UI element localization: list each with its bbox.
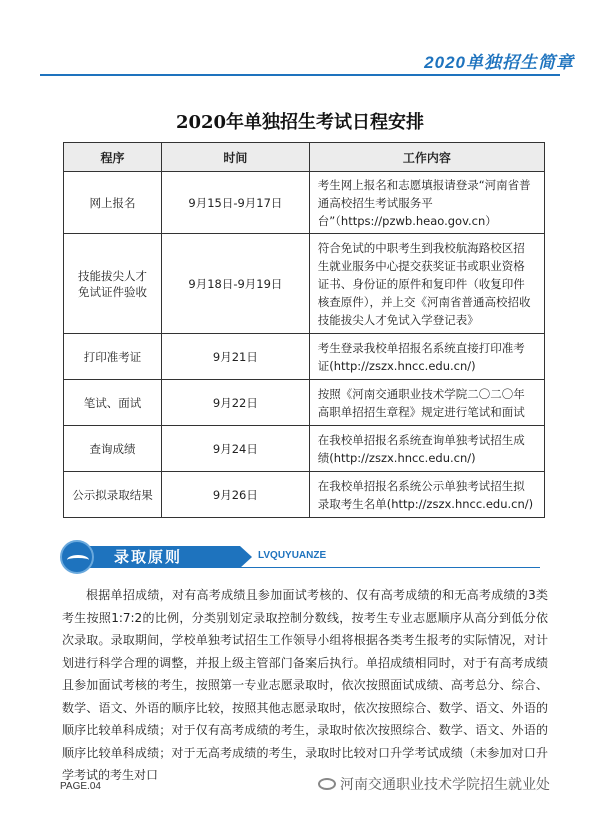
row-step: 网上报名 bbox=[64, 172, 162, 234]
section-header bbox=[60, 540, 540, 574]
row-content: 符合免试的中职考生到我校航海路校区招生就业服务中心提交获奖证书或职业资格证书、身份证的原件和复印件（收复印件核查原件），并上交《河南省普通高校招收技能拔尖人才免试入学登记表》 bbox=[309, 234, 544, 334]
admission-principles-text: 根据单招成绩，对有高考成绩且参加面试考核的、仅有高考成绩的和无高考成绩的3类考生按照1:7:2的比例，分类别划定录取控制分数线，按考生专业志愿顺序从高分到低分依次录取。录取期间，学校单独考试招生工作领导小组将根据各类考生报考的实际情况，对计划进行科学合理的调整，并报上级主管部门备案后执行。单招成绩相同时，对于有高考成绩且参加面试考核的考生，按照第一专业志愿录取时，依次按照面试成绩、高考总分、综合、数学、语文、外语的顺序比较，按照其他志愿录取时，依次按照综合、数学、语文、外语的顺序比较单科成绩；对于仅有高考成绩的考生，录取时依次按照综合、数学、语文、外语的顺序比较单科成绩；对于无高考成绩的考生，录取时比较对口升学考试成绩（未参加对口升学考试的考生对口 bbox=[62, 588, 548, 782]
wechat-icon bbox=[318, 778, 336, 790]
row-step: 打印准考证 bbox=[64, 334, 162, 380]
table-row bbox=[64, 472, 545, 518]
row-step: 公示拟录取结果 bbox=[64, 472, 162, 518]
row-time: 9月18日-9月19日 bbox=[162, 234, 310, 334]
table-row bbox=[64, 234, 545, 334]
row-content: 在我校单招报名系统查询单独考试招生成绩(http://zszx.hncc.edu.cn/) bbox=[309, 426, 544, 472]
header-step: 程序 bbox=[64, 143, 162, 172]
table-row bbox=[64, 380, 545, 426]
row-time: 9月22日 bbox=[162, 380, 310, 426]
table-row bbox=[64, 172, 545, 234]
page-number: PAGE.04 bbox=[60, 781, 101, 792]
row-step: 技能拔尖人才免试证件验收 bbox=[64, 234, 162, 334]
row-content: 在我校单招报名系统公示单独考试招生拟录取考生名单(http://zszx.hncc.edu.cn/) bbox=[309, 472, 544, 518]
row-time: 9月21日 bbox=[162, 334, 310, 380]
watermark-text: 河南交通职业技术学院招生就业处 bbox=[340, 777, 550, 793]
header-divider bbox=[40, 74, 560, 76]
header-time: 时间 bbox=[162, 143, 310, 172]
header-content: 工作内容 bbox=[309, 143, 544, 172]
row-content: 考生登录我校单招报名系统直接打印准考证(http://zszx.hncc.edu.cn/) bbox=[309, 334, 544, 380]
table-row bbox=[64, 334, 545, 380]
row-content: 按照《河南交通职业技术学院二〇二〇年高职单招招生章程》规定进行笔试和面试 bbox=[309, 380, 544, 426]
brochure-brand-title: 2020单独招生简章 bbox=[424, 53, 574, 72]
section-title: 录取原则 bbox=[90, 546, 240, 568]
row-time: 9月15日-9月17日 bbox=[162, 172, 310, 234]
school-emblem-icon bbox=[60, 540, 94, 574]
row-time: 9月24日 bbox=[162, 426, 310, 472]
row-time: 9月26日 bbox=[162, 472, 310, 518]
page-title: 2020年单独招生考试日程安排 bbox=[175, 112, 425, 133]
schedule-table bbox=[63, 142, 545, 518]
row-step: 笔试、面试 bbox=[64, 380, 162, 426]
row-step: 查询成绩 bbox=[64, 426, 162, 472]
table-row bbox=[64, 426, 545, 472]
section-subtitle: LVQUYUANZE bbox=[258, 550, 327, 561]
table-header-row bbox=[64, 143, 545, 172]
row-content: 考生网上报名和志愿填报请登录“河南省普通高校招生考试服务平台”（https://pzwb.heao.gov.cn） bbox=[309, 172, 544, 234]
